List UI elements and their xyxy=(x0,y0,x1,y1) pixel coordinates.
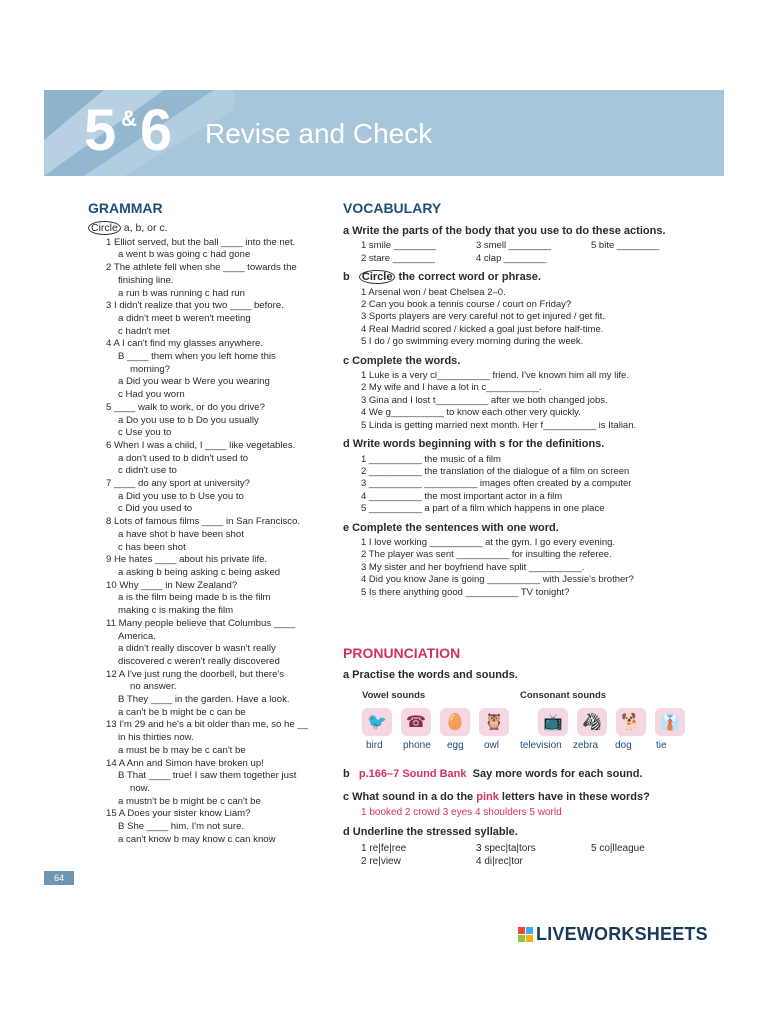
bird-icon: 🐦 xyxy=(362,708,392,736)
pron-d-item: 1 re|fe|ree xyxy=(361,843,407,854)
sound-label-owl: owl xyxy=(484,740,500,751)
vocab-c-title: c Complete the words. xyxy=(343,354,461,367)
sound-label-tie: tie xyxy=(656,740,667,751)
grammar-line: in his thirties now. xyxy=(118,732,194,744)
sound-label-dog: dog xyxy=(615,740,632,751)
pron-b-rest: Say more words for each sound. xyxy=(472,768,643,780)
pron-c-title xyxy=(343,790,650,804)
vocabulary-column xyxy=(343,221,688,599)
grammar-line: 2 The athlete fell when she ____ towards the xyxy=(106,262,297,274)
grammar-line: 1 Elliot served, but the ball ____ into the net. xyxy=(106,236,296,248)
vocab-a-item: 2 stare ________ xyxy=(361,252,435,264)
grammar-line: c has been shot xyxy=(118,541,186,553)
vocab-c-item: 4 We g__________ to know each other very quickly. xyxy=(361,407,581,419)
grammar-instruction xyxy=(88,222,328,235)
grammar-line: morning? xyxy=(130,363,170,375)
vocab-d-item: 2 __________ the translation of the dialogue of a film on screen xyxy=(361,465,630,477)
vocab-d-item: 4 __________ the most important actor in a film xyxy=(361,490,563,502)
grammar-line: discovered c weren't really discovered xyxy=(118,655,280,667)
grammar-line: a didn't really discover b wasn't really xyxy=(118,643,276,655)
pron-d-item: 3 spec|ta|tors xyxy=(476,843,536,854)
owl-icon: 🦉 xyxy=(479,708,509,736)
television-icon: 📺 xyxy=(538,708,568,736)
grammar-line: 11 Many people believe that Columbus ____ xyxy=(106,617,296,629)
grammar-line: B She ____ him. I'm not sure. xyxy=(118,821,245,833)
pron-d-row1 xyxy=(361,842,645,868)
liveworksheets-logo xyxy=(518,924,708,945)
grammar-line: a went b was going c had gone xyxy=(118,249,251,261)
vocab-b-item: 5 I do / go swimming every morning during the week. xyxy=(361,336,584,348)
vocab-e-item: 4 Did you know Jane is going __________ with Jessie's brother? xyxy=(361,574,634,586)
pron-c-title-pink: pink xyxy=(476,791,499,803)
sound-label-zebra: zebra xyxy=(573,740,599,751)
grammar-line: 7 ____ do any sport at university? xyxy=(106,478,250,490)
sound-label-bird: bird xyxy=(366,740,383,751)
zebra-icon: 🦓 xyxy=(577,708,607,736)
vocab-c-item: 1 Luke is a very cl__________ friend. I've known him all my life. xyxy=(361,370,629,382)
grammar-line: a asking b being asking c being asked xyxy=(118,566,281,578)
grammar-line: a have shot b have been shot xyxy=(118,528,244,540)
egg-icon: 🥚 xyxy=(440,708,470,736)
grammar-line: c hadn't met xyxy=(118,325,170,337)
vocab-b-title xyxy=(343,271,688,283)
vocab-d-item: 5 __________ a part of a film which happens in one place xyxy=(361,503,605,515)
sound-pictures xyxy=(362,708,685,736)
sound-label-phone: phone xyxy=(403,740,431,751)
grammar-line: America. xyxy=(118,630,156,642)
grammar-line: 13 I'm 29 and he's a bit older than me, so he __ xyxy=(106,719,309,731)
sound-label-television: television xyxy=(520,740,562,751)
grammar-heading: GRAMMAR xyxy=(88,200,163,216)
grammar-questions xyxy=(88,237,328,847)
vocab-a-item: 4 clap ________ xyxy=(476,252,547,264)
vocab-b-item: 2 Can you book a tennis course / court on Friday? xyxy=(361,299,572,311)
vocab-e-title: e Complete the sentences with one word. xyxy=(343,521,559,534)
grammar-line: a Did you wear b Were you wearing xyxy=(118,376,270,388)
grammar-line: 14 A Ann and Simon have broken up! xyxy=(106,757,264,769)
vocab-e-item: 2 The player was sent __________ for insulting the referee. xyxy=(361,549,612,561)
vocab-c-item: 5 Linda is getting married next month. Her f__________ is Italian. xyxy=(361,419,637,431)
vowel-sounds-label: Vowel sounds xyxy=(362,690,426,701)
dog-icon: 🐕 xyxy=(616,708,646,736)
vocab-a-item: 5 bite ________ xyxy=(591,240,660,252)
grammar-line: c Did you used to xyxy=(118,503,193,515)
grammar-line: now. xyxy=(130,782,150,794)
grammar-line: 15 A Does your sister know Liam? xyxy=(106,808,251,820)
grammar-line: a don't used to b didn't used to xyxy=(118,452,249,464)
unit-number-second: 6 xyxy=(140,98,173,163)
pron-d-item: 4 di|rec|tor xyxy=(476,856,523,867)
grammar-line: 9 He hates ____ about his private life. xyxy=(106,554,268,566)
grammar-line: B ____ them when you left home this xyxy=(118,351,276,363)
page-number: 64 xyxy=(44,871,74,885)
grammar-line: a Did you use to b Use you to xyxy=(118,490,244,502)
grammar-line: making c is making the film xyxy=(118,605,234,617)
vocabulary-heading: VOCABULARY xyxy=(343,200,442,216)
pron-b-letter: b xyxy=(343,768,350,780)
grammar-line: a Do you use to b Do you usually xyxy=(118,414,259,426)
vocab-a-title: a Write the parts of the body that you use to do these actions. xyxy=(343,225,666,237)
grammar-line: 12 A I've just rung the doorbell, but there's xyxy=(106,668,285,680)
sound-label-egg: egg xyxy=(447,740,464,751)
vocab-c-item: 3 Gina and I lost t__________ after we both changed jobs. xyxy=(361,394,608,406)
pron-b-title xyxy=(343,767,643,781)
vocab-b-letter: b xyxy=(343,271,350,284)
grammar-line: no answer. xyxy=(130,681,177,693)
vocab-b-item: 1 Arsenal won / beat Chelsea 2–0. xyxy=(361,286,506,298)
grammar-line: 10 Why ____ in New Zealand? xyxy=(106,579,238,591)
grammar-line: a mustn't be b might be c can't be xyxy=(118,795,261,807)
grammar-line: 4 A I can't find my glasses anywhere. xyxy=(106,338,264,350)
grammar-line: 6 When I was a child, I ____ like vegetables. xyxy=(106,439,296,451)
vocab-a-item: 3 smell ________ xyxy=(476,240,551,252)
pron-d-title: d Underline the stressed syllable. xyxy=(343,826,518,838)
liveworksheets-brand: LIVEWORKSHEETS xyxy=(536,924,708,944)
grammar-line: a didn't meet b weren't meeting xyxy=(118,312,251,324)
liveworksheets-logo-icon xyxy=(518,927,533,942)
pron-c-items: 1 booked 2 crowd 3 eyes 4 shoulders 5 world xyxy=(361,807,562,818)
grammar-instruction-rest: a, b, or c. xyxy=(123,222,168,234)
grammar-line: 3 I didn't realize that you two ____ before. xyxy=(106,300,284,312)
pronunciation-heading: PRONUNCIATION xyxy=(343,645,461,661)
vocab-e-item: 3 My sister and her boyfriend have split __________. xyxy=(361,561,585,573)
vocab-b-rest: the correct word or phrase. xyxy=(398,271,541,284)
unit-number-first: 5 xyxy=(84,98,115,163)
grammar-line: a must be b may be c can't be xyxy=(118,744,246,756)
vocab-e-item: 5 Is there anything good __________ TV tonight? xyxy=(361,586,570,598)
pron-d-item: 2 re|view xyxy=(361,856,401,867)
tie-icon: 👔 xyxy=(655,708,685,736)
page-title: Revise and Check xyxy=(205,118,433,149)
pron-a-title: a Practise the words and sounds. xyxy=(343,669,518,681)
vocab-e-item: 1 I love working __________ at the gym. I go every evening. xyxy=(361,536,616,548)
vocab-a-row1 xyxy=(343,240,688,252)
grammar-line: c Use you to xyxy=(118,427,172,439)
grammar-line: a run b was running c had run xyxy=(118,287,245,299)
vocab-d-item: 1 __________ the music of a film xyxy=(361,453,501,465)
consonant-sounds-label: Consonant sounds xyxy=(520,690,607,701)
circle-word: Circle xyxy=(359,270,396,284)
vocab-b-item: 3 Sports players are very careful not to get injured / get fit. xyxy=(361,311,605,323)
vocab-c-item: 2 My wife and I have a lot in c__________. xyxy=(361,382,542,394)
grammar-line: B They ____ in the garden. Have a look. xyxy=(118,694,290,706)
grammar-line: finishing line. xyxy=(118,274,174,286)
grammar-line: 5 ____ walk to work, or do you drive? xyxy=(106,401,265,413)
grammar-line: a can't be b might be c can be xyxy=(118,706,246,718)
vocab-a-row2 xyxy=(343,253,688,265)
vocab-d-title: d Write words beginning with s for the definitions. xyxy=(343,438,605,451)
vocab-b-item: 4 Real Madrid scored / kicked a goal just before half-time. xyxy=(361,323,604,335)
sound-bank-link[interactable]: p.166–7 Sound Bank xyxy=(358,768,467,780)
grammar-line: a can't know b may know c can know xyxy=(118,833,276,845)
grammar-column xyxy=(88,222,328,846)
grammar-line: c Had you worn xyxy=(118,389,185,401)
grammar-line: c didn't use to xyxy=(118,465,177,477)
pron-c-title-post: letters have in these words? xyxy=(498,791,650,803)
grammar-line: a is the film being made b is the film xyxy=(118,592,271,604)
vocab-a-item: 1 smile ________ xyxy=(361,240,436,252)
unit-ampersand: & xyxy=(121,106,137,131)
vocab-d-item: 3 __________ __________ images often created by a computer xyxy=(361,478,632,490)
grammar-line: B That ____ true! I saw them together just xyxy=(118,770,297,782)
phone-icon: ☎ xyxy=(401,708,431,736)
pron-d-item: 5 co|lleague xyxy=(591,843,645,854)
circle-word: Circle xyxy=(88,221,121,235)
pron-c-title-pre: c What sound in a do the xyxy=(343,791,477,803)
grammar-line: 8 Lots of famous films ____ in San Francisco. xyxy=(106,516,301,528)
